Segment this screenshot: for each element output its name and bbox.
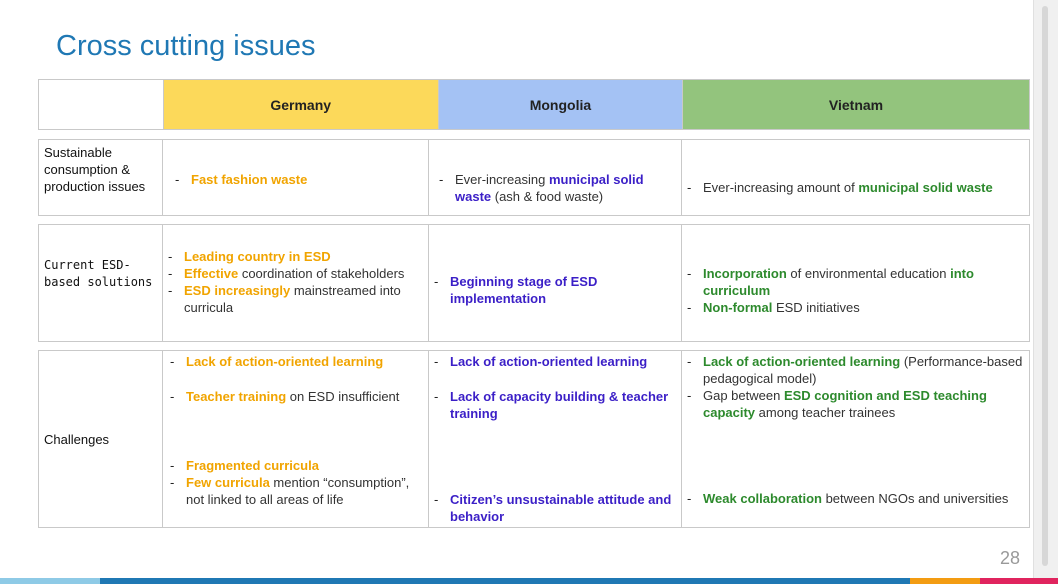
bullet-dash: - [170, 389, 175, 404]
text-segment: Lack of action-oriented learning [186, 354, 384, 369]
bullet-item [687, 353, 1023, 387]
bullet-item [434, 388, 677, 422]
bullet-item [434, 353, 677, 370]
text-segment: Lack of capacity building & teacher training [450, 389, 669, 421]
bullet-item [687, 265, 1023, 299]
text-segment: Lack of action-oriented learning [450, 354, 648, 369]
vertical-scrollbar[interactable] [1033, 0, 1058, 584]
text-segment: municipal solid waste [455, 172, 644, 204]
cell-germany-esd [163, 225, 429, 341]
bullet-text [186, 388, 399, 405]
cell-mongolia-scp [429, 140, 682, 215]
row-label-challenges: Challenges [39, 351, 163, 527]
bullet-item [434, 273, 673, 307]
text-segment: coordination of stakeholders [238, 266, 405, 281]
bullet-text [703, 179, 993, 196]
cell-vietnam-scp [682, 140, 1029, 215]
bullet-dash: - [687, 491, 692, 506]
bullet-dash: - [168, 249, 173, 264]
bullet-dash: - [687, 300, 692, 315]
bullet-dash: - [434, 354, 439, 369]
bullet-dash: - [170, 458, 175, 473]
header-empty-cell [39, 80, 164, 129]
bullet-dash: - [687, 266, 692, 281]
bullet-text [450, 273, 673, 307]
cell-germany-challenges [163, 351, 429, 527]
bullet-item [434, 491, 677, 525]
bullet-text [450, 491, 677, 525]
bullet-item [170, 353, 420, 370]
bullet-dash: - [687, 354, 692, 369]
text-segment: Non-formal [703, 300, 773, 315]
text-segment: ESD cognition and ESD teaching capacity [703, 388, 987, 420]
cell-vietnam-esd [682, 225, 1029, 341]
bullet-item [687, 299, 1023, 316]
text-segment: of environmental education [786, 266, 951, 281]
text-segment: (ash & food waste) [491, 189, 604, 204]
text-segment: ESD initiatives [772, 300, 860, 315]
text-segment: Fast fashion waste [191, 172, 308, 187]
bullet-text [703, 299, 860, 316]
bullet-item [439, 171, 673, 205]
row-challenges [38, 350, 1030, 528]
text-segment: Fragmented curricula [186, 458, 319, 473]
bullet-text [703, 387, 1023, 421]
text-segment: Leading country in ESD [184, 249, 331, 264]
bullet-text [703, 265, 1023, 299]
row-label-esd: Current ESD-based solutions [39, 225, 163, 341]
row-label-scp: Sustainable consumption & production issues [39, 140, 163, 215]
text-segment: among teacher trainees [755, 405, 896, 420]
bullet-dash: - [170, 354, 175, 369]
bullet-item [170, 388, 420, 405]
text-segment: ESD increasingly [184, 283, 291, 298]
cell-mongolia-esd [429, 225, 682, 341]
cell-germany-scp [163, 140, 429, 215]
bullet-dash: - [434, 492, 439, 507]
bullet-text [455, 171, 673, 205]
table-header [38, 79, 1030, 130]
footer-segment [910, 578, 980, 584]
text-segment: Effective [184, 266, 239, 281]
text-segment: mainstreamed into curricula [184, 283, 401, 315]
text-segment: Teacher training [186, 389, 287, 404]
bullet-item [687, 387, 1023, 421]
text-segment: (Performance-based pedagogical model) [703, 354, 1023, 386]
text-segment: Lack of action-oriented learning [703, 354, 901, 369]
bullet-item [170, 457, 420, 474]
text-segment: Beginning stage of ESD implementation [450, 274, 598, 306]
text-segment: Citizen’s unsustainable attitude and behavior [450, 492, 672, 524]
text-segment: on ESD insufficient [286, 389, 400, 404]
bullet-text [450, 388, 677, 422]
bullet-item [175, 171, 420, 188]
bullet-item [687, 179, 1023, 196]
bullet-dash: - [175, 172, 180, 187]
text-segment: into curriculum [703, 266, 974, 298]
text-segment: Ever-increasing [455, 172, 549, 187]
footer-segment [100, 578, 910, 584]
footer-color-bar [0, 578, 1058, 584]
bullet-text [191, 171, 307, 188]
bullet-text [186, 353, 383, 370]
header-germany: Germany [164, 80, 439, 129]
footer-segment [980, 578, 1058, 584]
text-segment: municipal solid waste [858, 180, 993, 195]
bullet-dash: - [687, 388, 692, 403]
bullet-dash: - [168, 283, 173, 298]
text-segment: Few curricula [186, 475, 270, 490]
bullet-text [450, 353, 647, 370]
bullet-text [186, 474, 420, 508]
cell-vietnam-challenges [682, 351, 1029, 527]
text-segment: mention “consumption”, not linked to all areas of life [186, 475, 410, 507]
bullet-text [184, 265, 404, 282]
bullet-text [703, 353, 1023, 387]
text-segment: Gap between [703, 388, 784, 403]
text-segment: Weak collaboration [703, 491, 822, 506]
bullet-item [168, 248, 420, 265]
bullet-item [170, 474, 420, 508]
bullet-dash: - [434, 274, 439, 289]
bullet-dash: - [687, 180, 692, 195]
page-number: 28 [999, 548, 1020, 568]
scrollbar-thumb[interactable] [1042, 6, 1048, 566]
bullet-text [703, 490, 1008, 507]
bullet-item [168, 282, 420, 316]
footer-segment [0, 578, 100, 584]
header-vietnam: Vietnam [683, 80, 1029, 129]
row-sustainable-consumption [38, 139, 1030, 216]
text-segment: between NGOs and universities [821, 491, 1009, 506]
slide-title: Cross cutting issues [56, 30, 316, 62]
bullet-text [184, 282, 420, 316]
text-segment: Incorporation [703, 266, 787, 281]
bullet-item [168, 265, 420, 282]
bullet-dash: - [439, 172, 444, 187]
bullet-dash: - [168, 266, 173, 281]
bullet-text [186, 457, 319, 474]
cell-mongolia-challenges [429, 351, 682, 527]
bullet-dash: - [434, 389, 439, 404]
bullet-item [687, 490, 1023, 507]
row-esd-solutions [38, 224, 1030, 342]
text-segment: Ever-increasing amount of [703, 180, 859, 195]
bullet-dash: - [170, 475, 175, 490]
header-mongolia: Mongolia [439, 80, 683, 129]
bullet-text [184, 248, 331, 265]
